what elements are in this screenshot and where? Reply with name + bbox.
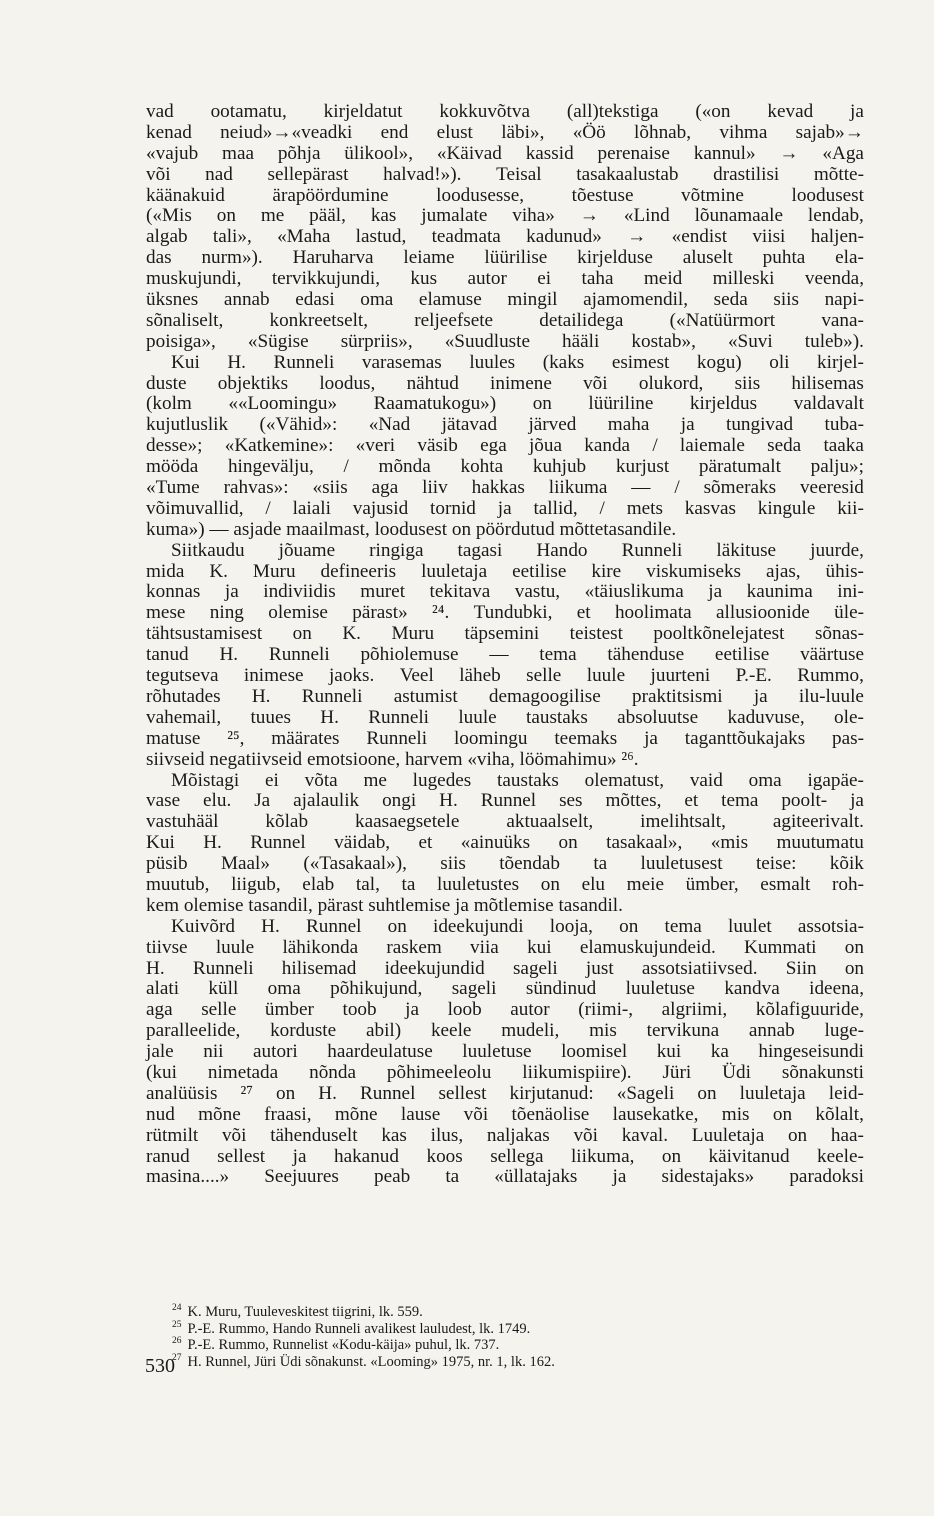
footnote-text: P.-E. Rummo, Hando Runneli avalikest lauludest, lk. 1749. (187, 1320, 531, 1337)
text-line: Mõistagi ei võta me lugedes taustaks olematust, vaid oma igapäe- (171, 769, 864, 791)
text-line: käänakuid ärapöördumine loodusesse, tõestuse võtmine loodusest (146, 184, 864, 206)
text-line: aga selle ümber toob ja loob autor (riimi-, algriimi, kõlafiguuride, (146, 999, 864, 1021)
text-line: vad ootamatu, kirjeldatut kokkuvõtva (all)tekstiga («on kevad ja (146, 101, 864, 122)
text-line: matuse ²⁵, määrates Runneli loomingu teemaks ja taganttõukajaks pas- (146, 727, 864, 749)
text-line: muskujundi, tervikkujundi, kus autor ei taha meid milleski veenda, (146, 268, 864, 290)
text-line: desse»; «Katkemine»: «veri väsib ega jõua kanda / laiemale seda taaka (146, 435, 864, 457)
text-line: kujutluslik («Vähid»: «Nad jätavad järved maha ja tungivad tuba- (146, 414, 864, 436)
text-line: üksnes annab edasi oma elamuse mingil ajamomendil, seda siis napi- (146, 289, 864, 311)
text-line: kenad neiud»→«veadki end elust läbi», «Öö lõhnab, vihma sajab»→ (146, 121, 864, 143)
text-line: duste objektiks loodus, nähtud inimene või olukord, siis hilisemas (146, 372, 864, 394)
text-line: või nad sellepärast halvad!»). Teisal tasakaalustab drastilisi mõtte- (146, 163, 864, 185)
footnote-text: P.-E. Rummo, Runnelist «Kodu-käija» puhul, lk. 737. (187, 1337, 500, 1354)
text-line: vase elu. Ja ajalaulik ongi H. Runnel ses mõttes, et tema poolt- ja (146, 790, 864, 812)
text-line: mida K. Muru defineeris luuletaja eetilise kire viskumiseks ajas, ühis- (146, 560, 864, 582)
text-line: «vajub maa põhja ülikool», «Käivad kassid perenaise kannul» → «Aga (146, 142, 864, 164)
text-line: Siitkaudu jõuame ringiga tagasi Hando Runneli läkituse juurde, (171, 539, 864, 561)
text-line: jale nii autori haardeulatuse luuletuse loomisel kui ka hingeseisundi (146, 1041, 864, 1063)
text-line: algab tali», «Maha lastud, teadmata kadunud» → «endist viisi haljen- (146, 226, 864, 248)
text-line: tegutseva inimese jaoks. Veel läheb selle luule juurteni P.-E. Rummo, (146, 665, 864, 687)
text-line: mese ning olemise pärast» ²⁴. Tundubki, et hoolimata allusioonide üle- (146, 602, 864, 624)
text-line: nud mõne fraasi, mõne lause või tõenäolise lausekatke, mis on kõlalt, (146, 1103, 864, 1125)
footnote-item (172, 1350, 792, 1371)
page-number: 530 (145, 1355, 175, 1377)
footnote-number: 24 (172, 1303, 182, 1313)
text-line: poisiga», «Sügise sürpriis», «Suudluste hääli kostab», «Suvi tuleb»). (146, 330, 864, 352)
text-line: alati küll oma põhikujund, sageli sündinud luuletuse kandva ideena, (146, 978, 864, 1000)
footnote-item (172, 1333, 792, 1354)
text-line: kem olemise tasandil, pärast suhtlemise ja mõtlemise tasandil. (146, 894, 623, 916)
text-line: (kui nimetada nõnda põhimeeleolu liikumispiire). Jüri Üdi sõnakunsti (146, 1061, 864, 1083)
text-line: ranud sellest ja hakanud koos sellega liikuma, on käivitanud keele- (146, 1145, 864, 1167)
text-line: («Mis on me pääl, kas jumalate viha» → «Lind lõunamaale lendab, (146, 205, 864, 227)
footnote-item (172, 1300, 792, 1320)
text-line: muutub, liigub, elab tal, ta luuletustes on elu meie ümber, esmalt roh- (146, 873, 864, 895)
text-line: konnas ja indiviidis muret tekitava vastu, «täiuslikuma ja kaunima ini- (146, 581, 864, 603)
text-line: masina....» Seejuures peab ta «üllatajaks ja sidestajaks» paradoksi (146, 1166, 864, 1188)
footnote-text: K. Muru, Tuuleveskitest tiigrini, lk. 559. (187, 1304, 423, 1320)
text-line: H. Runneli hilisemad ideekujundid sageli just assotsiatiivsed. Siin on (146, 957, 864, 979)
text-line: vastuhääl kõlab kaasaegsetele aktuaalselt, imelihtsalt, agiteerivalt. (146, 811, 864, 833)
text-line: mööda hingevälju, / mõnda kohta kuhjub kurjust päratumalt palju»; (146, 456, 864, 478)
text-line: sõnaliselt, konkreetselt, reljeefsete detailidega («Natüürmort vana- (146, 309, 864, 331)
text-line: rütmilt või tähenduselt kas ilus, naljakas või kaval. Luuletaja on haa- (146, 1124, 864, 1146)
text-line: rõhutades H. Runneli astumist demagoogilise praktitsismi ja ilu-luule (146, 685, 864, 707)
text-line: (kolm ««Loomingu» Raamatukogu») on lüüriline kirjeldus valdavalt (146, 393, 864, 415)
footnote-text: H. Runnel, Jüri Üdi sõnakunst. «Looming» 1975, nr. 1, lk. 162. (187, 1354, 555, 1371)
footnotes (172, 1300, 792, 1371)
footnote-item (172, 1317, 792, 1337)
text-line: das nurm»). Haruharva leiame lüürilise kirjelduse aluselt puhta ela- (146, 247, 864, 269)
text-line: püsib Maal» («Tasakaal»), siis tõendab ta luuletusest teise: kõik (146, 853, 864, 875)
footnote-number: 27 (172, 1353, 182, 1364)
text-line: kuma») — asjade maailmast, loodusest on pöördutud mõttetasandile. (146, 518, 677, 540)
footnote-number: 26 (172, 1336, 182, 1347)
text-line: võimuvallid, / laiali vajusid tornid ja tallid, / mets kasvas kingule kii- (146, 497, 864, 519)
text-line: tanud H. Runneli põhiolemuse — tema tähenduse eetilise väärtuse (146, 644, 864, 666)
text-line: analüüsis ²⁷ on H. Runnel sellest kirjutanud: «Sageli on luuletaja leid- (146, 1082, 864, 1104)
text-line: siivseid negatiivseid emotsioone, harvem «viha, löömahimu» ²⁶. (146, 748, 639, 770)
text-line: tähtsustamisest on K. Muru täpsemini teistest pooltkõnelejatest sõnas- (146, 623, 864, 645)
text-line: «Tume rahvas»: «siis aga liiv hakkas liikuma — / sõmeraks veeresid (146, 477, 864, 499)
text-line: Kuivõrd H. Runnel on ideekujundi looja, on tema luulet assotsia- (171, 915, 864, 937)
footnote-number: 25 (172, 1319, 182, 1330)
text-line: tiivse luule lähikonda raskem viia kui elamuskujundeid. Kummati on (146, 936, 864, 958)
text-line: paralleelide, korduste abil) keele mudeli, mis tervikuna annab luge- (146, 1020, 864, 1042)
text-line: Kui H. Runnel väidab, et «ainuüks on tasakaal», «mis muutumatu (146, 832, 864, 854)
text-line: vahemail, tuues H. Runneli luule taustaks absoluutse kaduvuse, ole- (146, 706, 864, 728)
body-text (146, 102, 864, 1188)
text-line: Kui H. Runneli varasemas luules (kaks esimest kogu) oli kirjel- (171, 351, 864, 373)
